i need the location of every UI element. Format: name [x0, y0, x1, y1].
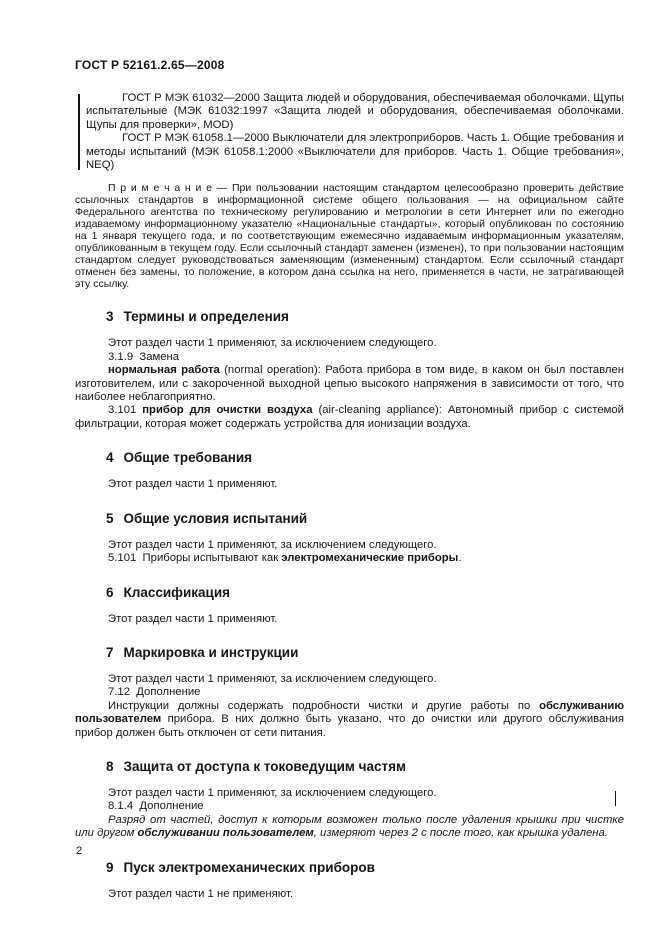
term-emphasis: обслуживании пользователем	[137, 827, 314, 840]
text-segment: Этот раздел части 1 применяют, за исключением следующего.	[108, 786, 437, 799]
section-number: 3	[106, 309, 114, 325]
section-classification	[75, 585, 624, 626]
term-emphasis: электромеханические приборы	[281, 552, 459, 565]
text-segment: Инструкции должны содержать подробности чистки и другие работы по	[108, 699, 540, 712]
term-emphasis: нормальная работа	[108, 364, 220, 377]
note-paragraph	[75, 182, 624, 290]
clause-8-1-4	[75, 800, 624, 813]
text-segment: Этот раздел части 1 применяют, за исключением следующего.	[108, 672, 437, 685]
section-title: Защита от доступа к токоведущим частям	[123, 758, 406, 774]
text-segment: , измеряют через 2 с после того, как крышка удалена.	[313, 827, 608, 840]
text-segment: (air-cleaning appliance): Автономный прибор с системой фильтрации, которая может содержать устройства для ионизации воздуха.	[75, 404, 624, 430]
text-segment: прибора. В них должно быть указано, что до очистки или другого обслуживания прибор должен быть отключен от сети питания.	[75, 713, 624, 739]
section-heading	[106, 585, 624, 600]
text-segment: 3.101	[108, 404, 143, 417]
clause-7-12	[75, 686, 624, 699]
change-bar-left	[78, 94, 80, 170]
section-heading	[106, 450, 624, 465]
reference-paragraph-61058: ГОСТ Р МЭК 61058.1—2000 Выключатели для электроприборов. Часть 1. Общие требования и методы испытаний (МЭК 61058.1:2000 «Выключатели для приборов. Часть 1. Общие требования», NEQ)	[86, 132, 624, 172]
section-terms-definitions	[75, 309, 624, 431]
section-applies-text	[75, 478, 624, 491]
clause-3-1-9	[75, 351, 624, 364]
section-heading	[106, 645, 624, 660]
section-applies-text	[75, 613, 624, 626]
page-number: 2	[76, 845, 83, 857]
section-title: Термины и определения	[123, 309, 289, 325]
section-heading	[106, 860, 624, 875]
text-segment: .	[458, 552, 462, 565]
definition-air-cleaning-appliance	[75, 404, 624, 431]
section-title: Классификация	[123, 584, 231, 600]
section-general-requirements	[75, 450, 624, 491]
note-label: П р и м е ч а н и е	[108, 182, 212, 195]
text-segment: Разряд от частей, доступ к которым возможен только после удаления крышки при чистке или другом	[75, 813, 624, 840]
text-segment: Этот раздел части 1 применяют.	[108, 478, 278, 491]
section-applies-text	[75, 337, 624, 350]
section-heading	[106, 511, 624, 526]
running-header: ГОСТ Р 52161.2.65—2008	[75, 58, 225, 72]
test-method-paragraph	[75, 814, 624, 841]
text-segment: (normal operation): Работа прибора в том виде, в каком он был поставлен изготовителем, или с закороченной выходной цепью высокого напряжения в зависимости от того, что наиболее неблагоприятно.	[75, 364, 624, 404]
clause-5-101	[75, 552, 624, 565]
text-segment: 5.101 Приборы испытывают как	[108, 552, 282, 565]
instructions-paragraph	[75, 700, 624, 740]
reference-paragraph-61032: ГОСТ Р МЭК 61032—2000 Защита людей и оборудования, обеспечиваемая оболочками. Щупы испытательные (МЭК 61032:1997 «Защита людей и оборудования, обеспечиваемая оболочками. Щупы для проверки», MOD)	[86, 92, 624, 131]
text-segment: 7.12 Дополнение	[108, 686, 201, 699]
text-segment: Этот раздел части 1 не применяют.	[108, 887, 294, 900]
section-number: 8	[106, 758, 114, 774]
section-applies-text	[75, 673, 624, 686]
term-emphasis: обслуживанию пользователем	[75, 699, 624, 726]
section-title: Маркировка и инструкции	[123, 644, 299, 660]
section-starting-electromechanical	[75, 860, 624, 901]
section-title: Общие условия испытаний	[123, 510, 308, 526]
text-segment: Этот раздел части 1 применяют, за исключением следующего.	[108, 538, 437, 551]
references-block	[75, 92, 624, 172]
section-number: 4	[106, 450, 114, 466]
section-number: 5	[106, 510, 114, 526]
section-title: Общие требования	[123, 450, 253, 466]
section-number: 9	[106, 859, 114, 875]
text-segment: 8.1.4 Дополнение	[108, 800, 204, 813]
definition-normal-operation	[75, 364, 624, 404]
note-text: — При пользовании настоящим стандартом целесообразно проверить действие ссылочных стандартов в информационной системе общего пользования — на официальном сайте Федерального агентства по техническому регулированию и метрологии в сети Интернет или по ежегодно издаваемому информационному указателю «Национальные стандарты», который опубликован по состоянию на 1 января текущего года, и по соответствующим ежемесячно издаваемым информационным указателям, опубликованным в текущем году. Если ссылочный стандарт заменен (изменен), то при пользовании настоящим стандартом следует руководствоваться заменяющим (измененным) стандартом. Если ссылочный стандарт отменен без замены, то положение, в котором дана ссылка на него, применяется в части, не затрагивающей эту ссылку.	[75, 182, 624, 291]
section-applies-text	[75, 539, 624, 552]
term-emphasis: прибор для очистки воздуха	[142, 404, 313, 417]
section-marking-instructions	[75, 645, 624, 740]
text-segment: Этот раздел части 1 применяют, за исключением следующего.	[108, 337, 437, 350]
section-heading	[106, 309, 624, 324]
section-title: Пуск электромеханических приборов	[123, 859, 375, 875]
change-bar-right	[615, 791, 617, 806]
section-general-test-conditions	[75, 511, 624, 566]
section-applies-text	[75, 888, 624, 901]
section-applies-text	[75, 787, 624, 800]
section-number: 7	[106, 644, 114, 660]
section-heading	[106, 759, 624, 774]
text-segment: Этот раздел части 1 применяют.	[108, 612, 278, 625]
section-protection-live-parts	[75, 759, 624, 841]
section-number: 6	[106, 584, 114, 600]
text-segment: 3.1.9 Замена	[108, 350, 180, 363]
